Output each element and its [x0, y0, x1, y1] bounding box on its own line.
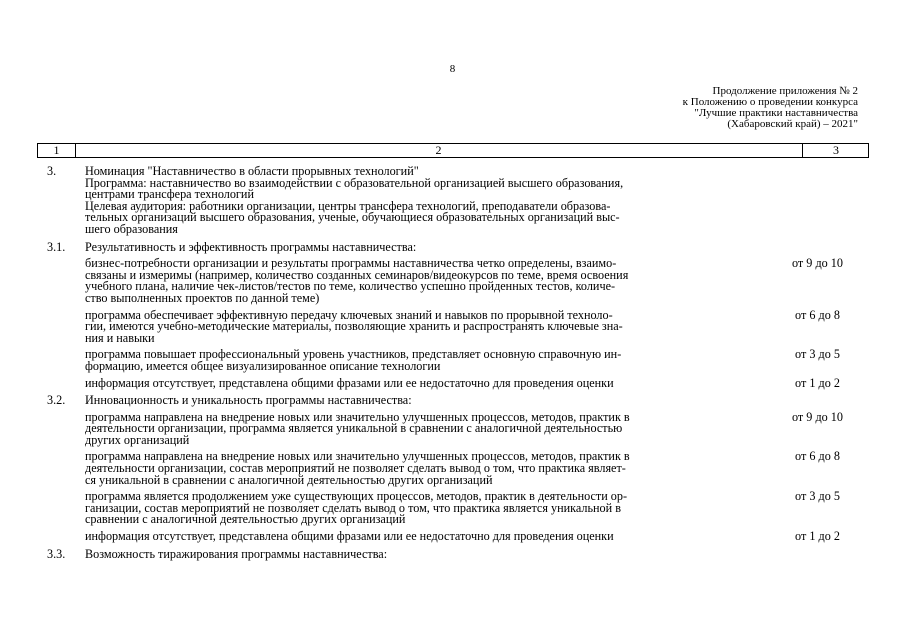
- table-section-row: [0, 395, 905, 407]
- description-line: программа является продолжением уже существующих процессов, методов, практик в деятельности ор-: [85, 489, 628, 504]
- description-line: других организаций: [85, 432, 190, 447]
- description-line: центрами трансфера технологий: [85, 187, 254, 202]
- description-line: Инновационность и уникальность программы наставничества:: [85, 393, 412, 408]
- description-line: программа обеспечивает эффективную передачу ключевых знаний и навыков по прорывной техноло-: [85, 307, 613, 322]
- row-score-range: от 3 до 5: [795, 347, 840, 362]
- row-description: [85, 546, 763, 561]
- row-score-range: от 6 до 8: [795, 449, 840, 464]
- table-row: [0, 258, 905, 304]
- row-number: 3.: [47, 164, 57, 178]
- row-score-range: от 3 до 5: [795, 489, 840, 504]
- row-description: [85, 349, 763, 372]
- description-line: информация отсутствует, представлена общими фразами или ее недостаточно для проведения оценки: [85, 529, 614, 544]
- row-number: 3.1.: [47, 239, 66, 254]
- row-number: 3.2.: [47, 393, 66, 408]
- description-line: ния и навыки: [85, 330, 155, 345]
- row-description: [85, 451, 763, 486]
- row-description: [85, 307, 763, 345]
- table-row: [0, 349, 905, 372]
- description-line: Результативность и эффективность программы наставничества:: [85, 239, 417, 254]
- description-line: Целевая аудитория: работники организации, центры трансфера технологий, преподаватели образова-: [85, 198, 611, 213]
- header-note-line: "Лучшие практики наставничества: [694, 107, 858, 119]
- row-description: [85, 409, 763, 447]
- row-description: [85, 166, 763, 236]
- row-number: 3.3.: [47, 546, 66, 561]
- table-section-row: [0, 546, 905, 561]
- description-line: информация отсутствует, представлена общими фразами или ее недостаточно для проведения оценки: [85, 375, 614, 390]
- description-line: ся уникальной в сравнении с аналогичной деятельностью других организаций: [85, 472, 493, 487]
- row-description: [85, 258, 763, 304]
- description-line: ганизации, состав мероприятий не позволяет сделать вывод о том, что практика является уникальной в: [85, 500, 621, 515]
- description-line: деятельности организации, программа является уникальной в сравнении с аналогичной деятельностью: [85, 421, 623, 436]
- description-line: программа направлена на внедрение новых или значительно улучшенных процессов, методов, практик в: [85, 409, 630, 424]
- header-note-line: Продолжение приложения № 2: [712, 85, 858, 97]
- row-description: [85, 375, 763, 390]
- description-line: программа повышает профессиональный уровень участников, представляет основную справочную ин-: [85, 347, 622, 362]
- description-line: бизнес-потребности организации и результаты программы наставничества четко определены, взаимо-: [85, 256, 617, 271]
- table-row: [0, 307, 905, 345]
- description-line: Возможность тиражирования программы наставничества:: [85, 546, 388, 561]
- description-line: шего образования: [85, 221, 178, 236]
- appendix-header-note: [620, 86, 858, 130]
- description-line: деятельности организации, состав мероприятий не позволяет сделать вывод о том, что практика являет-: [85, 461, 626, 476]
- table-section-row: [0, 239, 905, 254]
- column-header-3: 3: [833, 143, 839, 157]
- row-score-range: от 9 до 10: [792, 409, 843, 424]
- description-line: Номинация "Наставничество в области прорывных технологий": [85, 164, 419, 178]
- description-line: сравнении с аналогичной деятельностью других организаций: [85, 512, 406, 527]
- row-score-range: от 1 до 2: [795, 529, 840, 544]
- column-header-2: 2: [75, 144, 803, 157]
- row-score-range: от 9 до 10: [792, 256, 843, 271]
- row-score-range: от 6 до 8: [795, 307, 840, 322]
- description-line: программа направлена на внедрение новых или значительно улучшенных процессов, методов, практик в: [85, 449, 630, 464]
- description-line: связаны и измеримы (например, количество созданных семинаров/видеокурсов по теме, время освоения: [85, 267, 629, 282]
- row-description: [85, 491, 763, 526]
- description-line: гии, имеются учебно-методические материалы, позволяющие хранить и распространять ключевые зна-: [85, 319, 623, 334]
- table-row: [0, 491, 905, 526]
- table-row: [0, 409, 905, 447]
- row-description: [85, 395, 763, 407]
- description-line: учебного плана, наличие чек-листов/тестов по теме, количество успешно пройденных тестов, количе-: [85, 279, 616, 294]
- description-line: Программа: наставничество во взаимодействии с образовательной организацией высшего образования,: [85, 175, 624, 190]
- table-row: [0, 375, 905, 390]
- table-section-row: [0, 166, 905, 236]
- header-note-line: (Хабаровский край) – 2021": [727, 118, 858, 130]
- page-number: 8: [449, 63, 456, 75]
- description-line: ство выполненных проектов по данной теме): [85, 290, 320, 305]
- table-column-header-row: [37, 143, 869, 158]
- column-header-1: 1: [38, 144, 76, 157]
- table-row: [0, 451, 905, 486]
- description-line: формацию, имеется общее визуализированное описание технологии: [85, 358, 441, 373]
- header-note-line: к Положению о проведении конкурса: [682, 96, 858, 108]
- table-row: [0, 531, 905, 543]
- row-score-range: от 1 до 2: [795, 375, 840, 390]
- criteria-table-body: [0, 162, 905, 560]
- row-description: [85, 531, 763, 543]
- description-line: тельных организаций высшего образования, ученые, обучающиеся образовательных организаций выс-: [85, 210, 620, 225]
- row-description: [85, 239, 763, 254]
